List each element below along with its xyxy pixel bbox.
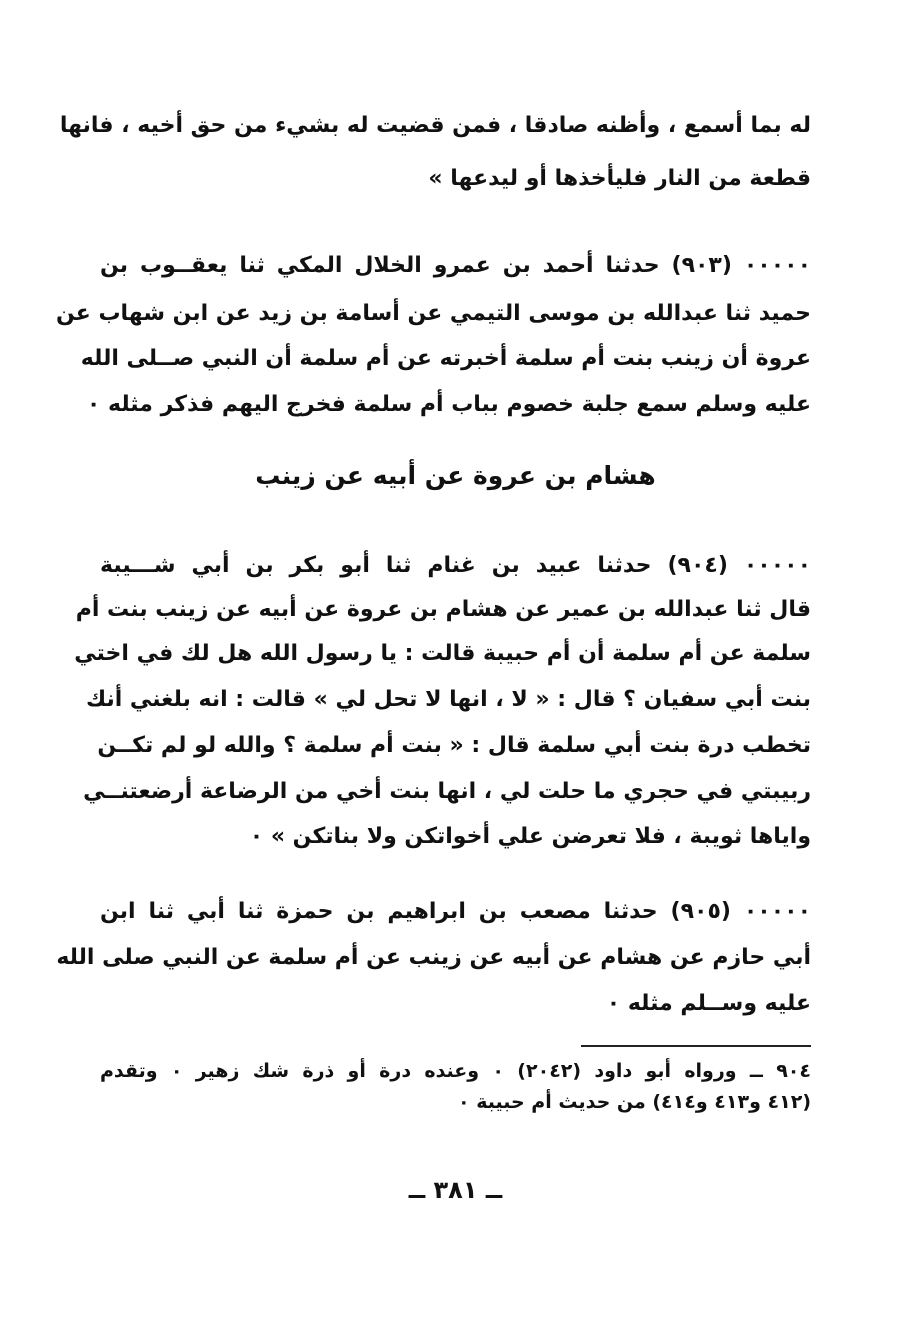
- hadith-904-line: واياها ثويبة ، فلا تعرضن علي أخواتكن ولا بناتكن » ٠: [249, 824, 811, 849]
- hadith-905-line: أبي حازم عن هشام عن أبيه عن زينب عن أم سلمة عن النبي صلى الله: [56, 945, 811, 970]
- hadith-903-line: حميد ثنا عبدالله بن موسى التيمي عن أسامة بن زيد عن ابن شهاب عن: [55, 301, 811, 326]
- hadith-903-line: عليه وسلم سمع جلبة خصوم بباب أم سلمة فخرج اليهم فذكر مثله ٠: [86, 392, 811, 417]
- hadith-903-line: ٠٠٠٠٠ (٩٠٣) حدثنا أحمد بن عمرو الخلال المكي ثنا يعقــوب بن: [100, 253, 811, 278]
- hadith-904-line: قال ثنا عبدالله بن عمير عن هشام بن عروة عن أبيه عن زينب بنت أم: [75, 597, 811, 622]
- page-number: ــ ٣٨١ ــ: [408, 1176, 503, 1204]
- hadith-905-line: ٠٠٠٠٠ (٩٠٥) حدثنا مصعب بن ابراهيم بن حمزة ثنا أبي ثنا ابن: [100, 899, 811, 924]
- footnote-line: (٤١٢ و٤١٣ و٤١٤) من حديث أم حبيبة ٠: [457, 1091, 811, 1113]
- hadith-904-line: بنت أبي سفيان ؟ قال : « لا ، انها لا تحل لي » قالت : انه بلغني أنك: [85, 687, 811, 712]
- hadith-905-line: عليه وســلم مثله ٠: [606, 991, 811, 1016]
- hadith-904-line: سلمة عن أم سلمة أن أم حبيبة قالت : يا رسول الله هل لك في اختي: [74, 641, 811, 666]
- section-heading: هشام بن عروة عن أبيه عن زينب: [255, 461, 656, 490]
- hadith-903-line: عروة أن زينب بنت أم سلمة أخبرته عن أم سلمة أن النبي صــلى الله: [80, 346, 811, 371]
- text-line: له بما أسمع ، وأظنه صادقا ، فمن قضيت له بشيء من حق أخيه ، فانها: [59, 113, 811, 138]
- footnote-line: ٩٠٤ ــ ورواه أبو داود (٢٠٤٢) ٠ وعنده درة أو ذرة شك زهير ٠ وتقدم: [100, 1060, 811, 1082]
- hadith-904-line: ٠٠٠٠٠ (٩٠٤) حدثنا عبيد بن غنام ثنا أبو بكر بن أبي شـــيبة: [100, 553, 812, 578]
- footnote-separator: [581, 1045, 811, 1047]
- text-line: قطعة من النار فليأخذها أو ليدعها »: [428, 166, 811, 191]
- hadith-904-line: تخطب درة بنت أبي سلمة قال : « بنت أم سلمة ؟ والله لو لم تكــن: [97, 733, 811, 758]
- hadith-904-line: ربيبتي في حجري ما حلت لي ، انها بنت أخي من الرضاعة أرضعتنــي: [83, 779, 811, 804]
